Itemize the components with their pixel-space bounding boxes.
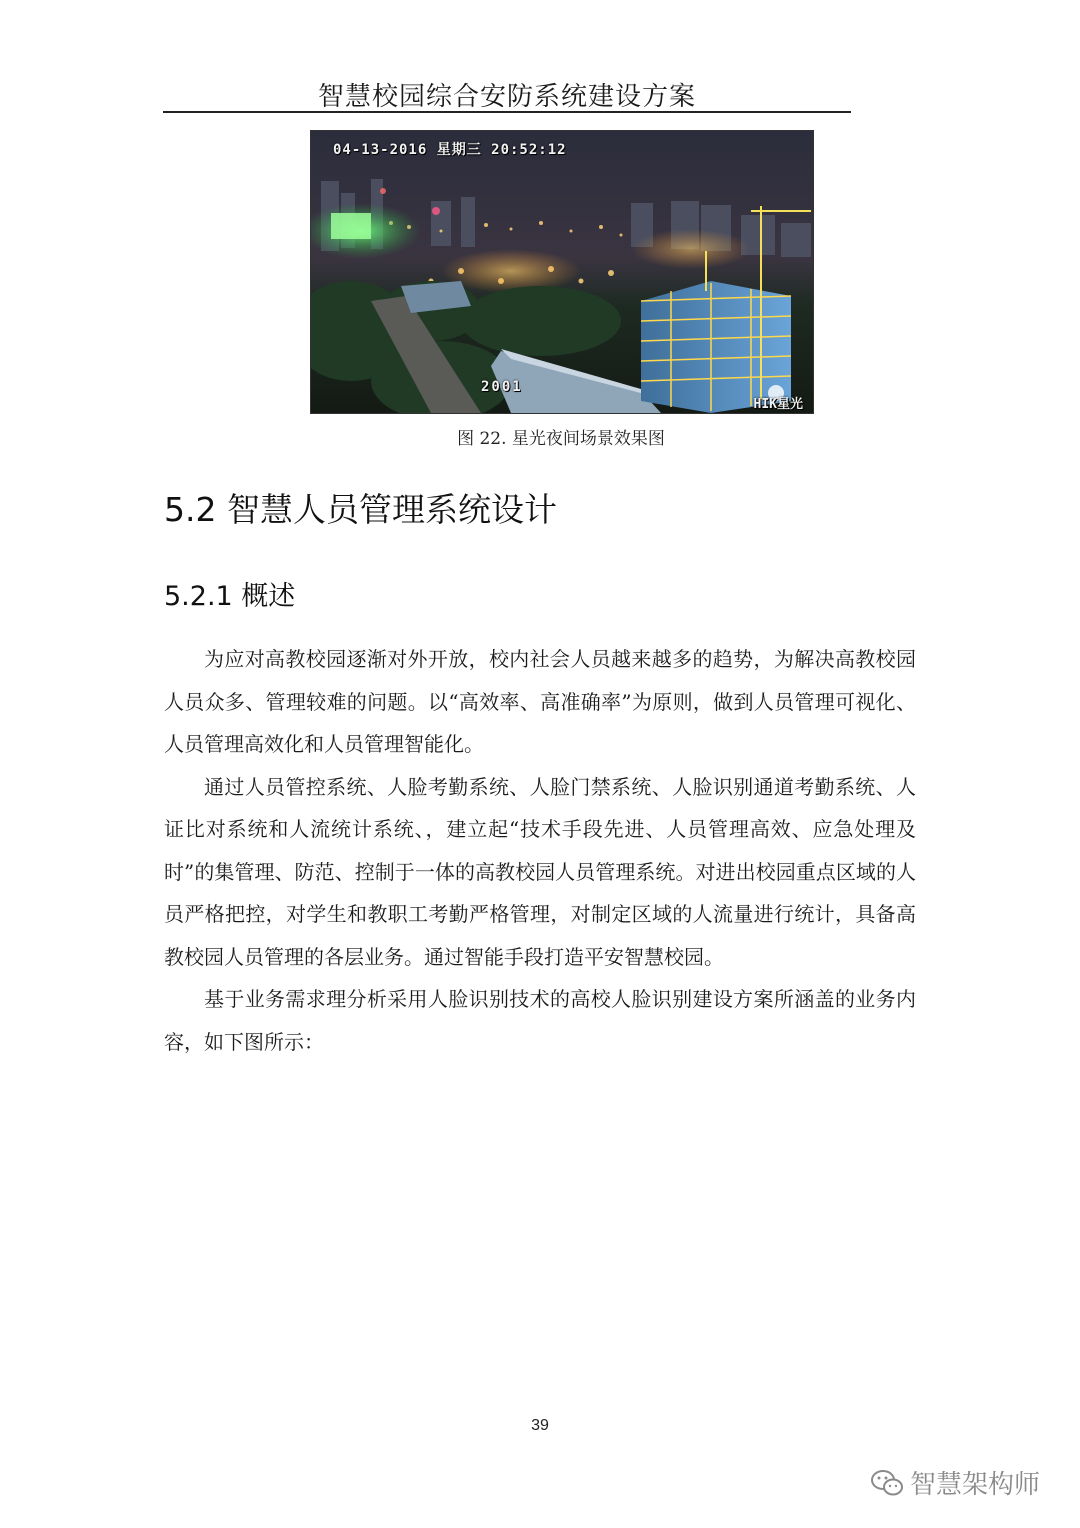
watermark-text: 智慧架构师	[909, 1470, 1040, 1500]
page-number: 39	[531, 1417, 549, 1434]
section-heading: 5.2 智慧人员管理系统设计	[164, 490, 557, 529]
subsection-heading: 5.2.1 概述	[164, 581, 296, 612]
figure-caption: 图 22. 星光夜间场景效果图	[457, 429, 665, 449]
night-city-scene-photo	[311, 131, 813, 413]
wechat-icon	[870, 1468, 904, 1498]
document-header-title: 智慧校园综合安防系统建设方案	[317, 82, 696, 112]
overlay-brand: HIK星光	[753, 397, 803, 412]
paragraph: 基于业务需求理分析采用人脸识别技术的高校人脸识别建设方案所涵盖的业务内容，如下图所示：	[164, 987, 916, 1054]
paragraph: 为应对高教校园逐渐对外开放，校内社会人员越来越多的趋势，为解决高教校园人员众多、管理较难的问题。以“高效率、高准确率”为原则，做到人员管理可视化、人员管理高效化和人员管理智能化。	[164, 647, 916, 756]
paragraph: 通过人员管控系统、人脸考勤系统、人脸门禁系统、人脸识别通道考勤系统、人证比对系统和人流统计系统、，建立起“技术手段先进、人员管理高效、应急处理及时”的集管理、防范、控制于一体的高教校园人员管理系统。对进出校园重点区域的人员严格把控，对学生和教职工考勤严格管理，对制定区域的人流量进行统计，具备高教校园人员管理的各层业务。通过智能手段打造平安智慧校园。	[164, 774, 916, 969]
overlay-camera-id: 2001	[481, 379, 523, 395]
header-divider	[163, 111, 851, 113]
body-text	[164, 638, 916, 1063]
night-scene-photo	[310, 130, 814, 414]
watermark	[870, 1464, 1040, 1501]
overlay-timestamp: 04-13-2016 星期三 20:52:12	[333, 142, 567, 158]
